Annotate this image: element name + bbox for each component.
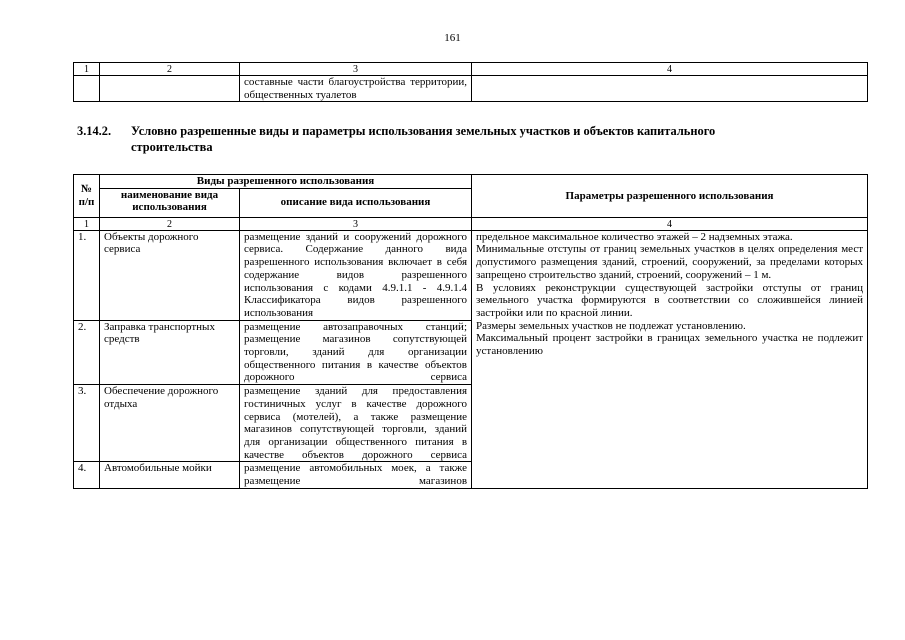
colnum-3: 3	[240, 217, 472, 230]
header-description: описание вида использования	[240, 188, 472, 217]
params-paragraph: Максимальный процент застройки в границах земельного участка не подлежит установлению	[476, 332, 864, 358]
permitted-use-table	[73, 174, 868, 489]
top-table-continuation	[73, 62, 868, 102]
table-row	[74, 230, 868, 320]
top-colnum-3: 3	[240, 63, 472, 76]
page-number: 161	[444, 32, 461, 44]
section-title-line2: строительства	[131, 140, 213, 154]
colnum-4: 4	[472, 217, 868, 230]
params-paragraph: В условиях реконструкции существующей застройки отступы от границ земельного участка формируются в соответствии со сложившейся линией застройки или по красной линии.	[476, 281, 864, 319]
row-num: 2.	[74, 320, 100, 385]
top-column-numbers-row	[74, 63, 868, 76]
top-continued-row	[74, 76, 868, 102]
row-description: размещение автомобильных моек, а также размещение магазинов	[240, 462, 472, 488]
section-number: 3.14.2.	[77, 124, 112, 138]
row-description: размещение зданий и сооружений дорожного сервиса. Содержание данного вида разрешенного использования включает в себя содержание видов разрешенного использования с кодами 4.9.1.1 - 4.9.1.4 Классификатора видов разрешенного использования	[240, 230, 472, 320]
row-name: Обеспечение дорожного отдыха	[100, 385, 240, 462]
row-num: 4.	[74, 462, 100, 488]
top-continued-description: составные части благоустройства территории, общественных туалетов	[240, 76, 472, 102]
header-num: № п/п	[74, 175, 100, 218]
section-heading	[77, 123, 867, 155]
row-name: Заправка транспортных средств	[100, 320, 240, 385]
section-title-line1: Условно разрешенные виды и параметры использования земельных участков и объектов капитального	[131, 124, 716, 138]
column-numbers-row	[74, 217, 868, 230]
header-name: наименование вида использования	[100, 188, 240, 217]
header-group: Виды разрешенного использования	[100, 175, 472, 189]
header-row-1	[74, 175, 868, 189]
row-name: Объекты дорожного сервиса	[100, 230, 240, 320]
row-name: Автомобильные мойки	[100, 462, 240, 488]
params-cell	[472, 230, 868, 488]
row-description: размещение зданий для предоставления гостиничных услуг в качестве дорожного сервиса (мотелей), а также размещение магазинов сопутствующей торговли, зданий для организации общественного питания в качестве объектов дорожного сервиса	[240, 385, 472, 462]
colnum-2: 2	[100, 217, 240, 230]
row-num: 3.	[74, 385, 100, 462]
top-colnum-2: 2	[100, 63, 240, 76]
params-paragraph: Минимальные отступы от границ земельных участков в целях определения мест допустимого размещения зданий, строений, сооружений, за пределами которых запрещено строительство зданий, строений, сооружений – 1 м.	[476, 243, 864, 281]
params-paragraph: Размеры земельных участков не подлежат установлению.	[476, 319, 746, 332]
top-colnum-4: 4	[472, 63, 868, 76]
params-paragraph: предельное максимальное количество этажей – 2 надземных этажа.	[476, 230, 793, 243]
header-params: Параметры разрешенного использования	[472, 175, 868, 218]
colnum-1: 1	[74, 217, 100, 230]
row-description: размещение автозаправочных станций; размещение магазинов сопутствующей торговли, зданий для организации общественного питания в качестве объектов дорожного сервиса	[240, 320, 472, 385]
row-num: 1.	[74, 230, 100, 320]
top-colnum-1: 1	[74, 63, 100, 76]
